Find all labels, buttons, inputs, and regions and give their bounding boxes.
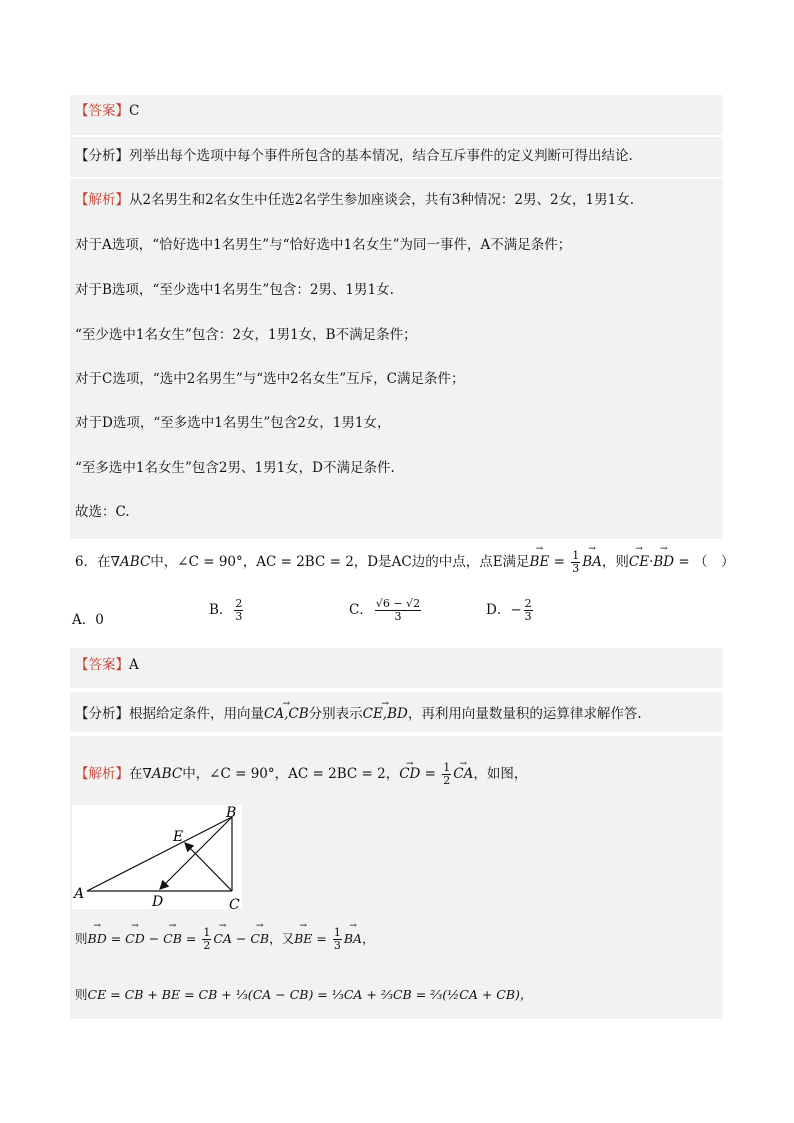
q5-solution-line-5: 对于D选项，“至多选中1名男生”包含2女，1男1女，: [75, 415, 391, 431]
solution-part: 中，∠C = 90°，AC = 2BC = 2，: [182, 766, 400, 782]
answer-value: A: [129, 657, 139, 673]
denominator: 2: [443, 774, 451, 787]
option-d: [486, 598, 535, 623]
q5-analysis-line: [75, 147, 633, 165]
analysis-part: 分别表示: [308, 706, 363, 722]
vector-ce: → CE: [629, 554, 649, 570]
op: −: [144, 931, 164, 946]
q5-solution-line-4: 对于C选项，“选中2名男生”与“选中2名女生”互斥，C满足条件；: [75, 371, 465, 387]
numerator: 1: [203, 926, 211, 939]
q5-solution-line-6: “至多选中1名女生”包含2男、1男1女，D不满足条件.: [75, 460, 395, 476]
option-b: [209, 598, 245, 623]
analysis-text: 列举出每个选项中每个事件所包含的基本情况，结合互斥事件的定义判断可得出结论.: [129, 148, 633, 164]
answer-tag: 【答案】: [75, 657, 129, 673]
q6-number: 6．在: [75, 554, 111, 570]
vector-ca: → CA: [213, 931, 232, 946]
numerator: 2: [524, 597, 532, 610]
equals: =: [549, 554, 570, 570]
vector-cb: → CB: [163, 931, 182, 946]
solution-part: 在: [129, 766, 143, 782]
numerator: 1: [333, 926, 341, 939]
vector-cb: → CB: [250, 931, 269, 946]
derivation-line-1: [75, 927, 375, 952]
vectors-ca-cb: → CA,CB: [264, 705, 309, 723]
answer-value: C: [129, 103, 140, 119]
op: =: [312, 931, 331, 946]
option-d-label: D．−: [486, 602, 522, 618]
label-c: C: [229, 897, 240, 909]
solution-tag: 【解析】: [75, 766, 129, 782]
q6-answer-block: [70, 648, 723, 688]
equals: =: [420, 766, 441, 782]
q6-solution-line: [75, 762, 527, 787]
option-c-label: C．: [349, 602, 373, 618]
denominator: 2: [203, 939, 211, 952]
vector-cd: → CD: [399, 765, 420, 783]
numerator: √6 − √2: [375, 597, 421, 610]
triangle-figure: [72, 805, 242, 909]
fraction-one-third: [333, 927, 342, 952]
vector-bd: → BD: [88, 931, 107, 946]
answer-blank: = （ ）: [674, 554, 735, 570]
op: −: [231, 931, 251, 946]
vector-cd: → CD: [125, 931, 145, 946]
triangle-symbol: ∇ABC: [110, 554, 151, 570]
solution-part: ，如图，: [473, 766, 528, 782]
vector-ba: → BA: [344, 931, 362, 946]
vectors-ce-bd: → CE,BD: [363, 705, 408, 723]
label-b: B: [226, 805, 237, 821]
answer-tag: 【答案】: [75, 103, 129, 119]
dot-operator: ·: [649, 554, 654, 570]
comma: ，: [362, 931, 375, 946]
q5-answer-line: [75, 102, 139, 120]
option-b-fraction: [234, 598, 243, 623]
denominator: 3: [524, 610, 532, 623]
denominator: 3: [333, 939, 341, 952]
ce-expression: CE = CB + BE = CB + ⅓(CA − CB) = ⅓CA + ⅔CB = ⅔(½CA + CB)，: [87, 987, 533, 1002]
analysis-tag: 【分析】: [75, 148, 129, 164]
answer-block: [70, 95, 723, 135]
q6-stem: [75, 550, 735, 575]
option-d-fraction: [524, 598, 533, 623]
q6-answer-line: [75, 656, 139, 674]
derivation-line-2: [75, 985, 532, 1003]
option-b-label: B．: [209, 602, 233, 618]
stem-then: ，则: [601, 554, 629, 570]
op: =: [181, 931, 201, 946]
fraction-one-third: [571, 550, 580, 575]
triangle-symbol: ∇ABC: [142, 766, 183, 782]
denominator: 3: [394, 610, 402, 623]
vector-ba: → BA: [582, 554, 602, 570]
numerator: 1: [443, 761, 451, 774]
vector-ca: → CA: [453, 765, 473, 783]
option-a-label: A．0: [72, 612, 104, 628]
denominator: 3: [235, 610, 243, 623]
denominator: 3: [572, 562, 580, 575]
label-d: D: [152, 894, 164, 909]
label-a: A: [74, 886, 85, 902]
q5-solution-line-1: 对于A选项，“恰好选中1名男生”与“恰好选中1名女生”为同一事件，A不满足条件；: [75, 237, 572, 253]
option-c-fraction: [375, 598, 421, 623]
q5-solution-line-2: 对于B选项，“至少选中1名男生”包含：2男、1男1女.: [75, 282, 394, 298]
vector-be: → BE: [530, 554, 550, 570]
analysis-tag: 【分析】: [75, 706, 129, 722]
solution-block: [70, 179, 723, 539]
q5-solution-line-7: 故选：C.: [75, 504, 130, 520]
solution-text: 从2名男生和2名女生中任选2名学生参加座谈会，共有3种情况：2男、2女，1男1女.: [129, 192, 635, 208]
q5-solution-line-0: [75, 191, 634, 209]
analysis-part: ，再利用向量数量积的运算律求解作答.: [407, 706, 642, 722]
numerator: 1: [572, 549, 580, 562]
label-e: E: [173, 829, 184, 845]
vector-be: → BE: [294, 931, 312, 946]
solution-tag: 【解析】: [75, 192, 129, 208]
option-c: [349, 598, 423, 623]
q5-solution-line-3: “至少选中1名女生”包含：2女，1男1女，B不满足条件；: [75, 327, 417, 343]
option-a: [72, 608, 104, 628]
q6-analysis-line: [75, 705, 642, 723]
fraction-one-half: [442, 762, 451, 787]
numerator: 2: [235, 597, 243, 610]
then: 则: [75, 931, 88, 946]
analysis-part: 根据给定条件，用向量: [129, 706, 264, 722]
then: 则: [75, 987, 88, 1002]
vector-bd: → BD: [653, 554, 674, 570]
q6-condition: 中，∠C = 90°，AC = 2BC = 2，D是AC边的中点，点E满足: [150, 554, 530, 570]
also: ，又: [269, 931, 295, 946]
op: =: [106, 931, 126, 946]
fraction-one-half: [202, 927, 211, 952]
